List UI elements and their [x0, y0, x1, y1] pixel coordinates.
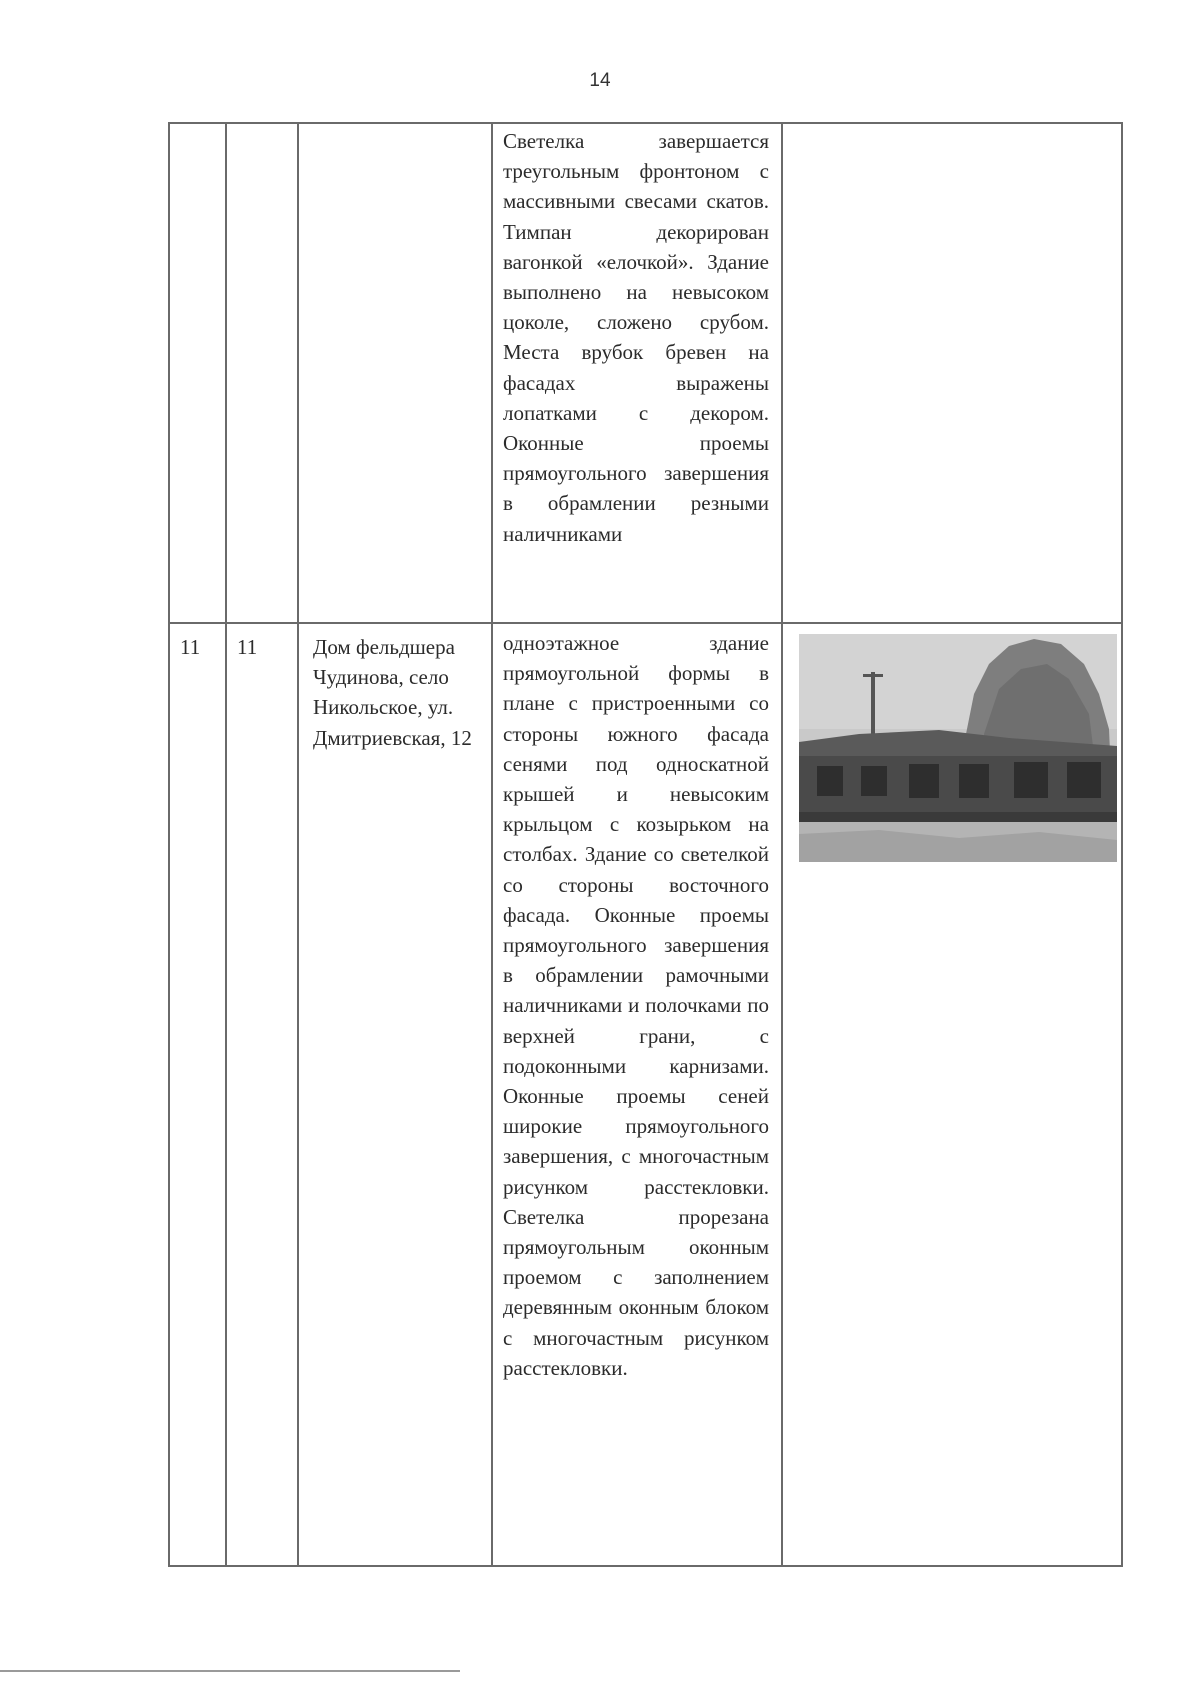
table-row — [169, 123, 1122, 623]
object-name-cell — [298, 123, 492, 623]
heritage-objects-table — [168, 122, 1123, 1567]
registry-number-cell — [226, 123, 298, 623]
page-number: 14 — [589, 70, 611, 91]
row-number-cell: 11 — [169, 623, 226, 1566]
object-name-cell: Дом фельдшера Чудинова, село Никольское, ул. Дмитриевская, 12 — [298, 623, 492, 1566]
object-description-cell: Светелка завершается треугольным фронтоном с массивными свесами скатов. Тимпан декорирован вагонкой «елочкой». Здание выполнено на невысоком цоколе, сложено срубом. Места врубок бревен на фасадах выражены лопатками с декором. Оконные проемы прямоугольного завершения в обрамлении резными наличниками — [492, 123, 782, 623]
photo-cell — [782, 123, 1122, 623]
registry-number-cell: 11 — [226, 623, 298, 1566]
row-number-cell — [169, 123, 226, 623]
photo-cell — [782, 623, 1122, 1566]
building-photo — [799, 634, 1117, 862]
table-row — [169, 623, 1122, 1566]
object-description-cell: одноэтажное здание прямоугольной формы в плане с пристроенными со стороны южного фасада сенями под односкатной крышей и невысоким крыльцом с козырьком на столбах. Здание со светелкой со стороны восточного фасада. Оконные проемы прямоугольного завершения в обрамлении рамочными наличниками и полочками по верхней грани, с подоконными карнизами. Оконные проемы сеней широкие прямоугольного завершения, с многочастным рисунком расстекловки. Светелка прорезана прямоугольным оконным проемом с заполнением деревянным оконным блоком с многочастным рисунком расстекловки. — [492, 623, 782, 1566]
footnote-separator — [0, 1670, 460, 1672]
